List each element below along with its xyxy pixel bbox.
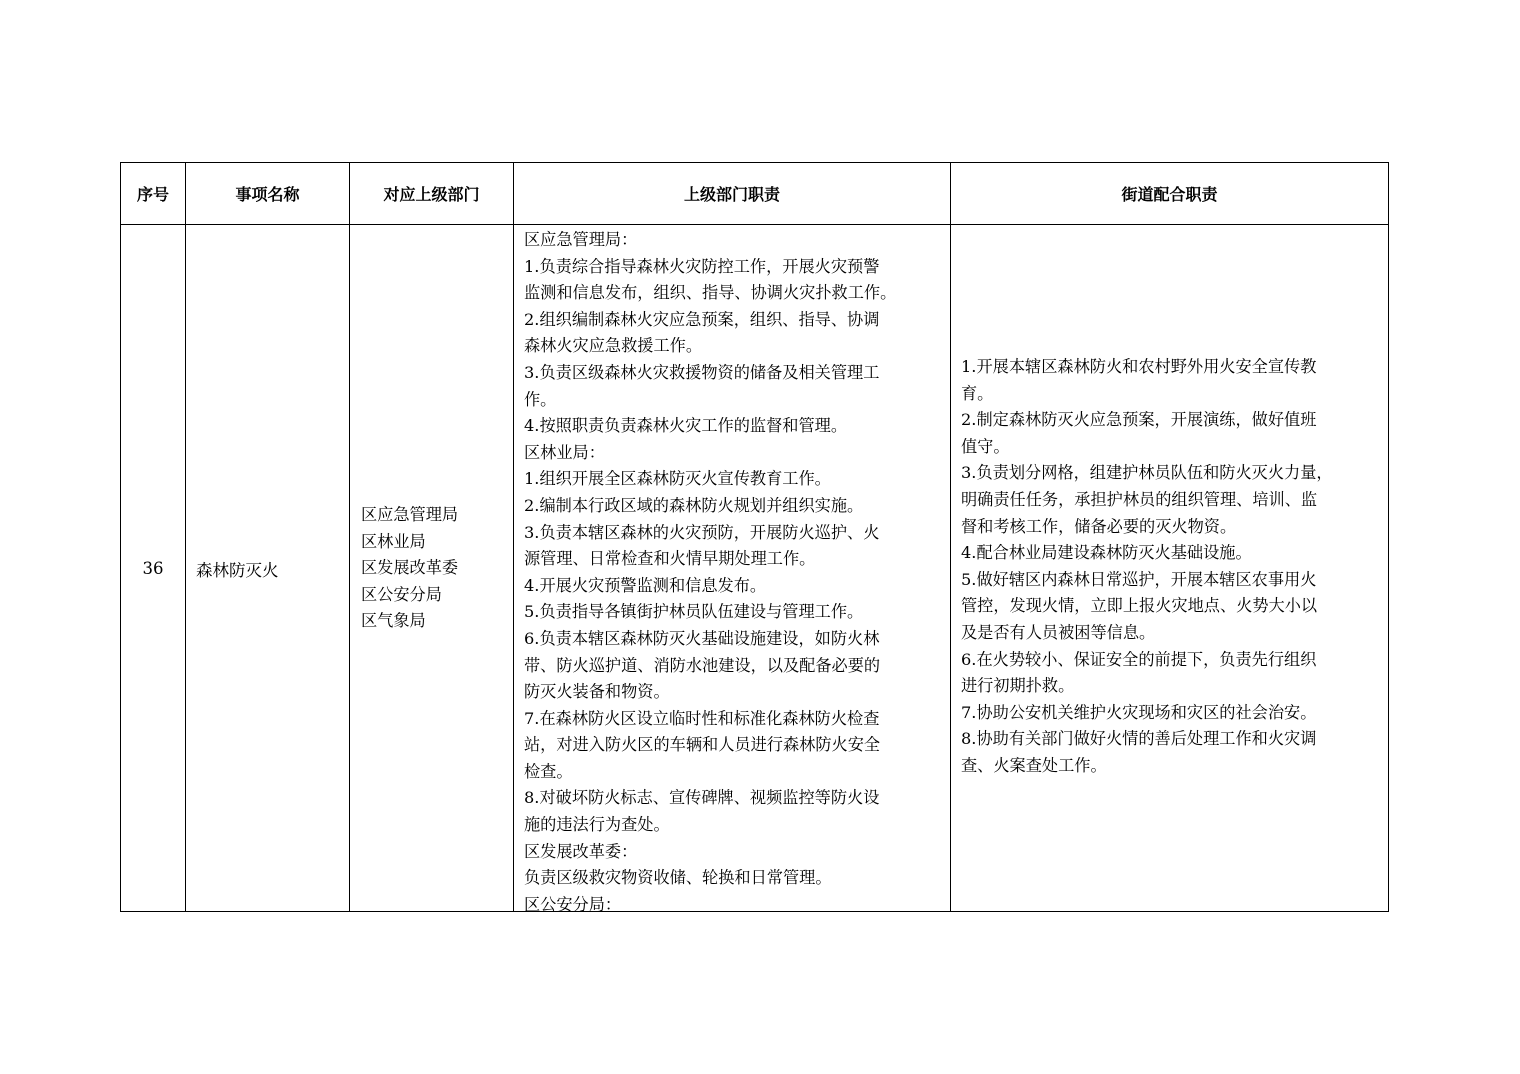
- department-item: 区气象局: [361, 611, 426, 631]
- street-duties-list: [961, 354, 1388, 780]
- department-cell: [350, 225, 513, 912]
- street-duty-line: 4.配合林业局建设森林防灭火基础设施。: [961, 543, 1252, 563]
- upper-duty-line: 3.负责区级森林火灾救援物资的储备及相关管理工: [524, 362, 880, 382]
- upper-duty-line: 带、防火巡护道、消防水池建设，以及配备必要的: [524, 655, 881, 675]
- upper-duties-list: [524, 227, 950, 912]
- upper-duty-line: 4.按照职责负责森林火灾工作的监督和管理。: [524, 416, 848, 436]
- upper-duty-line: 森林火灾应急救援工作。: [524, 336, 703, 356]
- street-duty-line: 5.做好辖区内森林日常巡护，开展本辖区农事用火: [961, 569, 1317, 589]
- upper-duty-line: 1.组织开展全区森林防灭火宣传教育工作。: [524, 469, 831, 489]
- duty-table: [120, 162, 1389, 912]
- street-duty-line: 查、火案查处工作。: [961, 755, 1107, 775]
- street-duties-cell: [951, 225, 1388, 912]
- header-index: 序号: [136, 185, 169, 204]
- upper-duty-line: 1.负责综合指导森林火灾防控工作，开展火灾预警: [524, 256, 880, 276]
- department-list: [361, 502, 458, 635]
- header-upper-duties: 上级部门职责: [683, 185, 780, 204]
- upper-duty-line: 区发展改革委：: [524, 841, 638, 861]
- upper-duty-line: 作。: [524, 389, 557, 409]
- department-item: 区应急管理局: [361, 505, 459, 525]
- street-duty-line: 3.负责划分网格，组建护林员队伍和防火灭火力量，: [961, 463, 1333, 483]
- street-duty-line: 明确责任任务，承担护林员的组织管理、培训、监: [961, 489, 1318, 509]
- header-street-duties: 街道配合职责: [1121, 185, 1218, 204]
- upper-duty-line: 区林业局：: [524, 442, 605, 462]
- street-duty-line: 管控，发现火情，立即上报火灾地点、火势大小以: [961, 596, 1318, 616]
- upper-duty-line: 3.负责本辖区森林的火灾预防，开展防火巡护、火: [524, 522, 880, 542]
- street-duty-line: 2.制定森林防灭火应急预案，开展演练，做好值班: [961, 410, 1317, 430]
- street-duty-line: 进行初期扑救。: [961, 676, 1075, 696]
- upper-duty-line: 监测和信息发布，组织、指导、协调火灾扑救工作。: [524, 283, 897, 303]
- department-item: 区公安分局: [361, 584, 442, 604]
- upper-duty-line: 4.开展火灾预警监测和信息发布。: [524, 575, 767, 595]
- upper-duty-line: 7.在森林防火区设立临时性和标准化森林防火检查: [524, 708, 880, 728]
- street-duty-line: 育。: [961, 383, 994, 403]
- street-duty-line: 值守。: [961, 436, 1010, 456]
- upper-duty-line: 检查。: [524, 761, 573, 781]
- department-item: 区发展改革委: [361, 558, 459, 578]
- header-item-name: 事项名称: [235, 185, 300, 204]
- header-department: 对应上级部门: [383, 185, 480, 204]
- street-duty-line: 督和考核工作，储备必要的灭火物资。: [961, 516, 1237, 536]
- row-item-name: 森林防灭火: [196, 560, 279, 580]
- row-index: 36: [142, 559, 164, 578]
- upper-duty-line: 源管理、日常检查和火情早期处理工作。: [524, 549, 816, 569]
- upper-duty-line: 负责区级救灾物资收储、轮换和日常管理。: [524, 868, 832, 888]
- upper-duty-line: 8.对破坏防火标志、宣传碑牌、视频监控等防火设: [524, 788, 880, 808]
- upper-duty-line: 站，对进入防火区的车辆和人员进行森林防火安全: [524, 735, 881, 755]
- street-duty-line: 及是否有人员被困等信息。: [961, 622, 1156, 642]
- street-duty-line: 7.协助公安机关维护火灾现场和灾区的社会治安。: [961, 702, 1317, 722]
- upper-duty-line: 2.编制本行政区域的森林防火规划并组织实施。: [524, 495, 864, 515]
- upper-duty-line: 防灭火装备和物资。: [524, 682, 670, 702]
- street-duty-line: 6.在火势较小、保证安全的前提下，负责先行组织: [961, 649, 1317, 669]
- street-duty-line: 1.开展本辖区森林防火和农村野外用火安全宣传教: [961, 357, 1317, 376]
- upper-duty-line: 5.负责指导各镇街护林员队伍建设与管理工作。: [524, 602, 864, 622]
- upper-duty-line: 区公安分局：: [524, 894, 622, 912]
- upper-duty-line: 2.组织编制森林火灾应急预案，组织、指导、协调: [524, 309, 880, 329]
- upper-duty-line: 施的违法行为查处。: [524, 815, 670, 835]
- upper-duty-line: 区应急管理局：: [524, 230, 638, 249]
- upper-duty-line: 6.负责本辖区森林防灭火基础设施建设，如防火林: [524, 628, 880, 648]
- upper-duties-cell: [514, 225, 950, 912]
- street-duty-line: 8.协助有关部门做好火情的善后处理工作和火灾调: [961, 729, 1317, 749]
- department-item: 区林业局: [361, 531, 426, 551]
